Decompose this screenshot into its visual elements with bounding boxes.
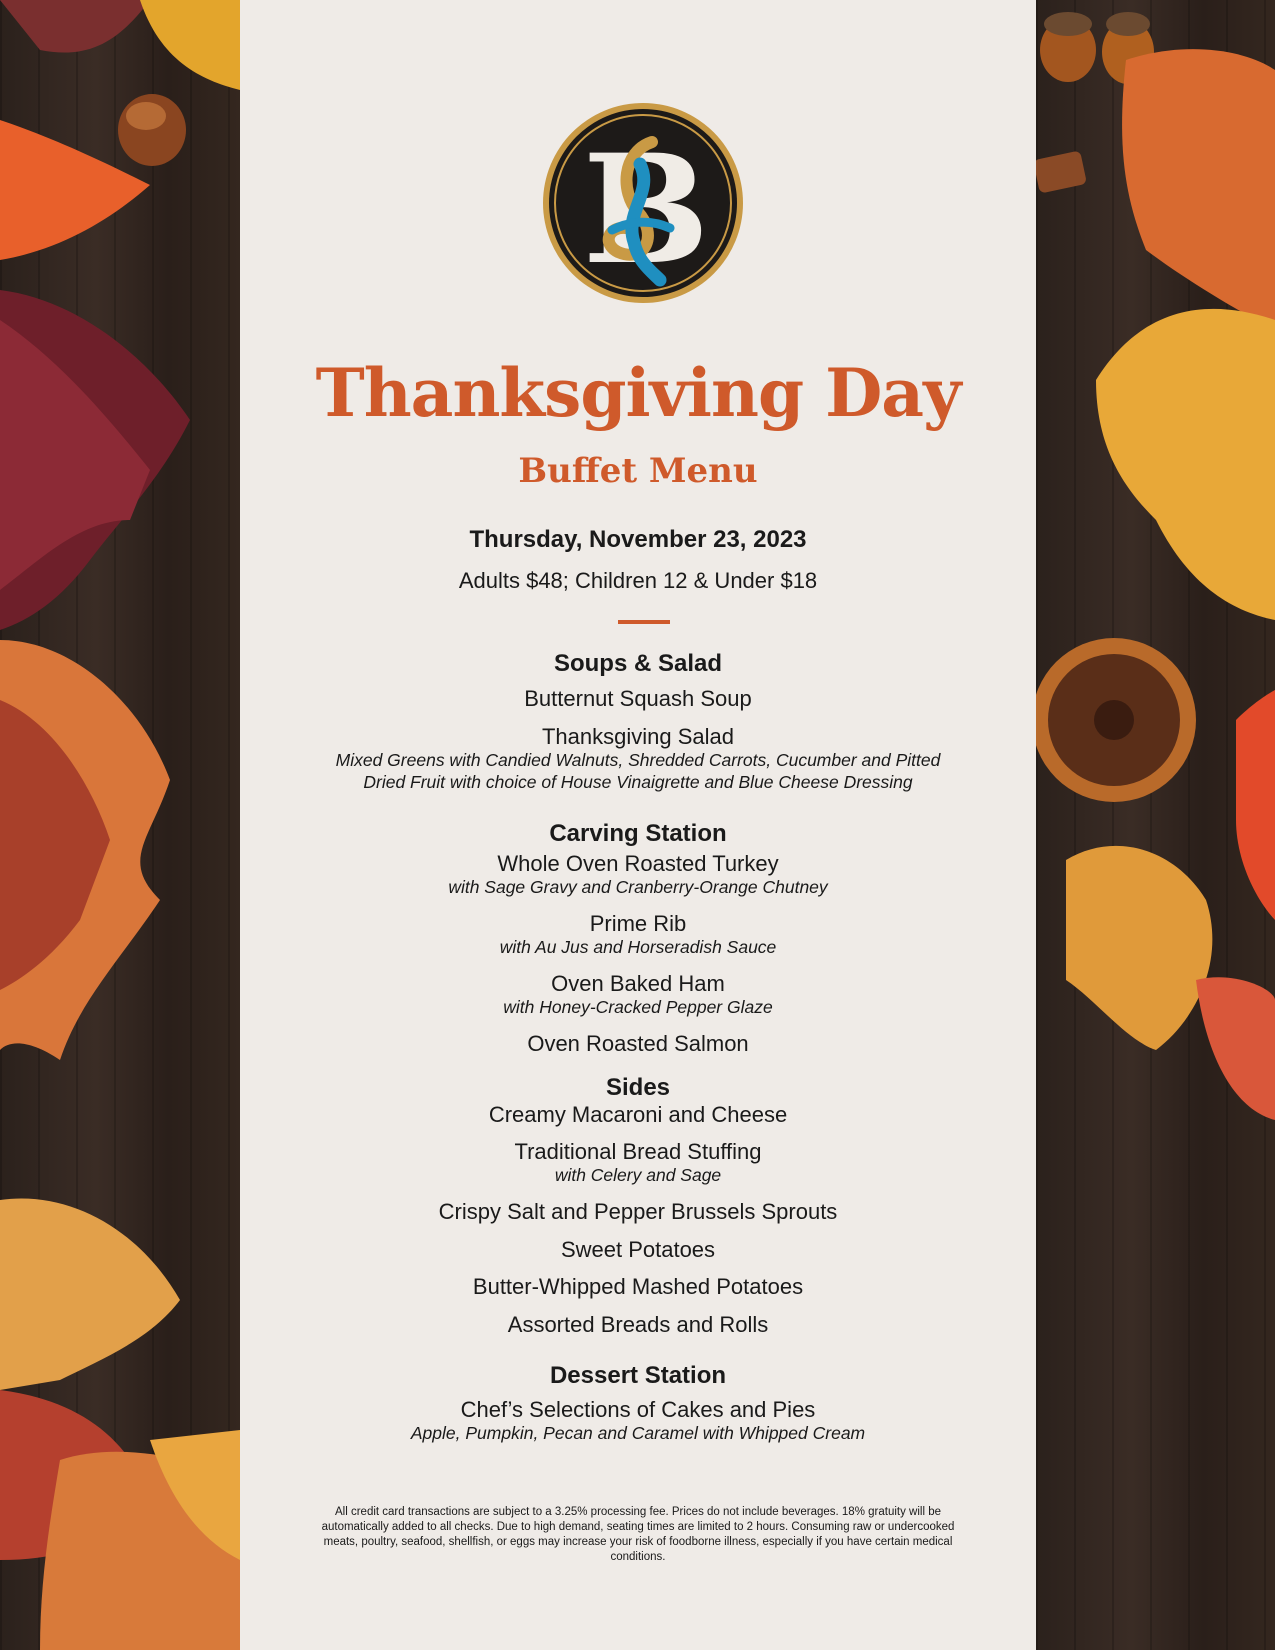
restaurant-logo: [542, 102, 744, 304]
section-heading-carving-station: Carving Station: [549, 820, 727, 847]
pricing: Adults $48; Children 12 & Under $18: [458, 568, 818, 593]
menu-item: Prime Rib: [589, 911, 687, 936]
menu-item: Butternut Squash Soup: [524, 686, 752, 711]
right-decorative-panel: [1036, 0, 1275, 1650]
autumn-leaves-left-image: [0, 0, 240, 1650]
menu-item: Sweet Potatoes: [560, 1237, 716, 1262]
menu-item-description: with Sage Gravy and Cranberry-Orange Chutney: [448, 877, 828, 897]
menu-item: Assorted Breads and Rolls: [507, 1312, 769, 1337]
menu-item-description: with Honey-Cracked Pepper Glaze: [503, 997, 773, 1017]
page-subtitle: Buffet Menu: [518, 451, 758, 491]
menu-item: Oven Roasted Salmon: [527, 1031, 749, 1056]
autumn-leaves-right-image: [1036, 0, 1275, 1650]
menu-item: Thanksgiving Salad: [541, 724, 734, 749]
divider: [618, 620, 670, 624]
event-date: Thursday, November 23, 2023: [469, 526, 807, 553]
menu-item: Whole Oven Roasted Turkey: [497, 851, 779, 876]
menu-panel: [240, 0, 1036, 1650]
menu-item-description: Mixed Greens with Candied Walnuts, Shredded Carrots, Cucumber and Pitted: [335, 750, 941, 770]
section-heading-soups-salad: Soups & Salad: [553, 650, 723, 677]
menu-item: Chef’s Selections of Cakes and Pies: [460, 1397, 816, 1422]
menu-item-description: with Celery and Sage: [554, 1165, 722, 1185]
menu-item: Oven Baked Ham: [551, 971, 725, 996]
section-heading-sides: Sides: [605, 1074, 671, 1101]
menu-item: Traditional Bread Stuffing: [514, 1139, 762, 1164]
disclaimer-text: All credit card transactions are subject to a 3.25% processing fee. Prices do not include beverages. 18% gratuity will be automatically added to all checks. Due to high demand, seating times are limited to 2 hours. Consuming raw or undercooked meats, poultry, seafood, shellfish, or eggs may increase your risk of foodborne illness, especially if you have certain medical conditions.: [321, 1506, 955, 1563]
menu-item: Crispy Salt and Pepper Brussels Sprouts: [438, 1199, 838, 1224]
logo-letter: B: [582, 122, 710, 298]
menu-item-description: Dried Fruit with choice of House Vinaigrette and Blue Cheese Dressing: [363, 772, 913, 792]
menu-item-description: with Au Jus and Horseradish Sauce: [499, 937, 777, 957]
menu-item-description: Apple, Pumpkin, Pecan and Caramel with Whipped Cream: [410, 1423, 866, 1443]
section-heading-dessert-station: Dessert Station: [549, 1362, 727, 1389]
menu-item: Creamy Macaroni and Cheese: [488, 1102, 788, 1127]
left-decorative-panel: [0, 0, 240, 1650]
menu-item: Butter-Whipped Mashed Potatoes: [472, 1274, 804, 1299]
page-title: Thanksgiving Day: [315, 354, 961, 432]
